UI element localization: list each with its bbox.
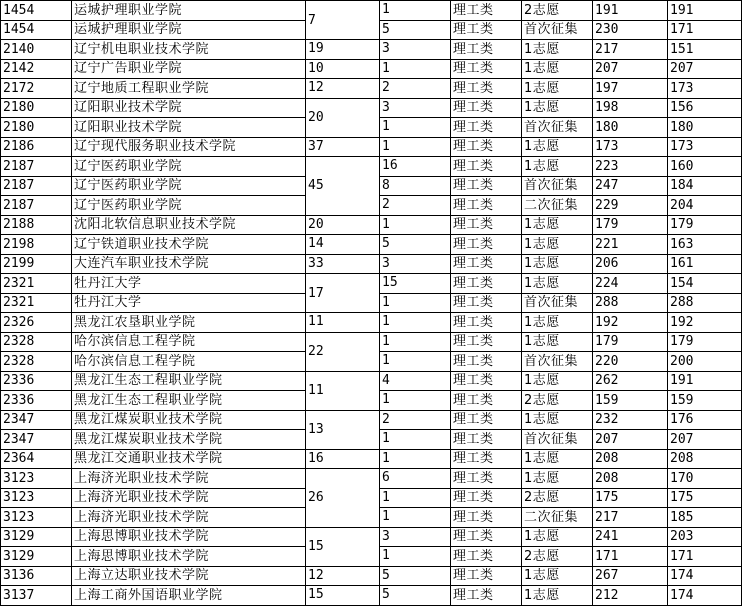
school-code-cell: 2198 bbox=[1, 235, 72, 255]
admitted-count-cell: 1 bbox=[380, 1, 451, 21]
admitted-count-cell: 2 bbox=[380, 196, 451, 216]
admitted-count-cell: 3 bbox=[380, 98, 451, 118]
admitted-count-cell: 5 bbox=[380, 566, 451, 586]
table-row bbox=[1, 313, 742, 333]
max-score-cell: 171 bbox=[593, 547, 668, 567]
category-cell: 理工类 bbox=[451, 157, 522, 177]
max-score-cell: 223 bbox=[593, 157, 668, 177]
plan-count-cell: 26 bbox=[306, 469, 380, 528]
category-cell: 理工类 bbox=[451, 391, 522, 411]
admitted-count-cell: 5 bbox=[380, 235, 451, 255]
min-score-cell: 288 bbox=[668, 293, 742, 313]
school-code-cell: 2187 bbox=[1, 196, 72, 216]
admitted-count-cell: 1 bbox=[380, 293, 451, 313]
batch-cell: 1志愿 bbox=[522, 527, 593, 547]
school-name-cell: 辽宁地质工程职业学院 bbox=[72, 79, 306, 99]
school-code-cell: 2364 bbox=[1, 449, 72, 469]
batch-cell: 1志愿 bbox=[522, 332, 593, 352]
category-cell: 理工类 bbox=[451, 274, 522, 294]
max-score-cell: 241 bbox=[593, 527, 668, 547]
plan-count-cell: 11 bbox=[306, 313, 380, 333]
category-cell: 理工类 bbox=[451, 79, 522, 99]
school-code-cell: 2328 bbox=[1, 352, 72, 372]
school-code-cell: 2321 bbox=[1, 274, 72, 294]
min-score-cell: 151 bbox=[668, 40, 742, 60]
category-cell: 理工类 bbox=[451, 1, 522, 21]
category-cell: 理工类 bbox=[451, 137, 522, 157]
category-cell: 理工类 bbox=[451, 20, 522, 40]
plan-count-cell: 7 bbox=[306, 1, 380, 40]
table-row bbox=[1, 527, 742, 547]
min-score-cell: 173 bbox=[668, 79, 742, 99]
category-cell: 理工类 bbox=[451, 352, 522, 372]
category-cell: 理工类 bbox=[451, 196, 522, 216]
table-row bbox=[1, 137, 742, 157]
batch-cell: 1志愿 bbox=[522, 274, 593, 294]
plan-count-cell: 10 bbox=[306, 59, 380, 79]
category-cell: 理工类 bbox=[451, 235, 522, 255]
plan-count-cell: 16 bbox=[306, 449, 380, 469]
category-cell: 理工类 bbox=[451, 332, 522, 352]
min-score-cell: 170 bbox=[668, 469, 742, 489]
batch-cell: 1志愿 bbox=[522, 98, 593, 118]
table-row bbox=[1, 254, 742, 274]
school-code-cell: 2188 bbox=[1, 215, 72, 235]
school-code-cell: 2328 bbox=[1, 332, 72, 352]
school-name-cell: 运城护理职业学院 bbox=[72, 20, 306, 40]
batch-cell: 2志愿 bbox=[522, 488, 593, 508]
min-score-cell: 179 bbox=[668, 215, 742, 235]
batch-cell: 1志愿 bbox=[522, 371, 593, 391]
table-row bbox=[1, 235, 742, 255]
batch-cell: 1志愿 bbox=[522, 235, 593, 255]
max-score-cell: 180 bbox=[593, 118, 668, 138]
batch-cell: 1志愿 bbox=[522, 449, 593, 469]
batch-cell: 1志愿 bbox=[522, 254, 593, 274]
table-row bbox=[1, 157, 742, 177]
school-name-cell: 黑龙江农垦职业学院 bbox=[72, 313, 306, 333]
admitted-count-cell: 1 bbox=[380, 547, 451, 567]
plan-count-cell: 19 bbox=[306, 40, 380, 60]
batch-cell: 1志愿 bbox=[522, 469, 593, 489]
category-cell: 理工类 bbox=[451, 508, 522, 528]
school-name-cell: 辽宁医药职业学院 bbox=[72, 157, 306, 177]
max-score-cell: 221 bbox=[593, 235, 668, 255]
batch-cell: 1志愿 bbox=[522, 40, 593, 60]
min-score-cell: 163 bbox=[668, 235, 742, 255]
admitted-count-cell: 1 bbox=[380, 488, 451, 508]
school-name-cell: 上海济光职业技术学院 bbox=[72, 469, 306, 489]
school-name-cell: 黑龙江交通职业技术学院 bbox=[72, 449, 306, 469]
admitted-count-cell: 1 bbox=[380, 332, 451, 352]
min-score-cell: 192 bbox=[668, 313, 742, 333]
table-row bbox=[1, 566, 742, 586]
admitted-count-cell: 1 bbox=[380, 215, 451, 235]
min-score-cell: 159 bbox=[668, 391, 742, 411]
max-score-cell: 208 bbox=[593, 469, 668, 489]
category-cell: 理工类 bbox=[451, 313, 522, 333]
max-score-cell: 208 bbox=[593, 449, 668, 469]
admitted-count-cell: 8 bbox=[380, 176, 451, 196]
category-cell: 理工类 bbox=[451, 176, 522, 196]
category-cell: 理工类 bbox=[451, 371, 522, 391]
batch-cell: 首次征集 bbox=[522, 176, 593, 196]
max-score-cell: 192 bbox=[593, 313, 668, 333]
school-code-cell: 2187 bbox=[1, 176, 72, 196]
school-code-cell: 2172 bbox=[1, 79, 72, 99]
school-code-cell: 2326 bbox=[1, 313, 72, 333]
school-code-cell: 3136 bbox=[1, 566, 72, 586]
school-name-cell: 哈尔滨信息工程学院 bbox=[72, 332, 306, 352]
min-score-cell: 174 bbox=[668, 586, 742, 606]
max-score-cell: 230 bbox=[593, 20, 668, 40]
school-name-cell: 黑龙江煤炭职业技术学院 bbox=[72, 430, 306, 450]
max-score-cell: 159 bbox=[593, 391, 668, 411]
school-code-cell: 2347 bbox=[1, 410, 72, 430]
batch-cell: 1志愿 bbox=[522, 79, 593, 99]
school-name-cell: 大连汽车职业技术学院 bbox=[72, 254, 306, 274]
min-score-cell: 207 bbox=[668, 430, 742, 450]
plan-count-cell: 20 bbox=[306, 215, 380, 235]
max-score-cell: 220 bbox=[593, 352, 668, 372]
min-score-cell: 191 bbox=[668, 371, 742, 391]
batch-cell: 首次征集 bbox=[522, 20, 593, 40]
school-name-cell: 上海济光职业技术学院 bbox=[72, 488, 306, 508]
min-score-cell: 179 bbox=[668, 332, 742, 352]
min-score-cell: 160 bbox=[668, 157, 742, 177]
max-score-cell: 212 bbox=[593, 586, 668, 606]
category-cell: 理工类 bbox=[451, 430, 522, 450]
batch-cell: 首次征集 bbox=[522, 352, 593, 372]
batch-cell: 1志愿 bbox=[522, 215, 593, 235]
admitted-count-cell: 1 bbox=[380, 430, 451, 450]
school-name-cell: 沈阳北软信息职业技术学院 bbox=[72, 215, 306, 235]
school-name-cell: 黑龙江煤炭职业技术学院 bbox=[72, 410, 306, 430]
max-score-cell: 232 bbox=[593, 410, 668, 430]
category-cell: 理工类 bbox=[451, 215, 522, 235]
plan-count-cell: 15 bbox=[306, 586, 380, 606]
plan-count-cell: 20 bbox=[306, 98, 380, 137]
table-row bbox=[1, 98, 742, 118]
school-code-cell: 2186 bbox=[1, 137, 72, 157]
min-score-cell: 174 bbox=[668, 566, 742, 586]
school-name-cell: 辽宁机电职业技术学院 bbox=[72, 40, 306, 60]
plan-count-cell: 22 bbox=[306, 332, 380, 371]
plan-count-cell: 33 bbox=[306, 254, 380, 274]
admitted-count-cell: 1 bbox=[380, 59, 451, 79]
plan-count-cell: 14 bbox=[306, 235, 380, 255]
admitted-count-cell: 6 bbox=[380, 469, 451, 489]
school-code-cell: 2199 bbox=[1, 254, 72, 274]
table-row bbox=[1, 40, 742, 60]
admitted-count-cell: 2 bbox=[380, 410, 451, 430]
table-body bbox=[1, 1, 742, 606]
school-name-cell: 辽阳职业技术学院 bbox=[72, 118, 306, 138]
batch-cell: 1志愿 bbox=[522, 59, 593, 79]
school-name-cell: 辽宁医药职业学院 bbox=[72, 196, 306, 216]
category-cell: 理工类 bbox=[451, 410, 522, 430]
school-name-cell: 上海立达职业技术学院 bbox=[72, 566, 306, 586]
plan-count-cell: 12 bbox=[306, 79, 380, 99]
min-score-cell: 191 bbox=[668, 1, 742, 21]
max-score-cell: 198 bbox=[593, 98, 668, 118]
max-score-cell: 179 bbox=[593, 215, 668, 235]
min-score-cell: 208 bbox=[668, 449, 742, 469]
batch-cell: 二次征集 bbox=[522, 508, 593, 528]
school-code-cell: 2321 bbox=[1, 293, 72, 313]
min-score-cell: 180 bbox=[668, 118, 742, 138]
max-score-cell: 247 bbox=[593, 176, 668, 196]
category-cell: 理工类 bbox=[451, 586, 522, 606]
school-name-cell: 牡丹江大学 bbox=[72, 293, 306, 313]
max-score-cell: 217 bbox=[593, 508, 668, 528]
max-score-cell: 191 bbox=[593, 1, 668, 21]
min-score-cell: 203 bbox=[668, 527, 742, 547]
plan-count-cell: 12 bbox=[306, 566, 380, 586]
max-score-cell: 229 bbox=[593, 196, 668, 216]
school-code-cell: 1454 bbox=[1, 1, 72, 21]
max-score-cell: 288 bbox=[593, 293, 668, 313]
school-code-cell: 2180 bbox=[1, 98, 72, 118]
batch-cell: 2志愿 bbox=[522, 1, 593, 21]
category-cell: 理工类 bbox=[451, 59, 522, 79]
school-name-cell: 运城护理职业学院 bbox=[72, 1, 306, 21]
max-score-cell: 217 bbox=[593, 40, 668, 60]
category-cell: 理工类 bbox=[451, 527, 522, 547]
batch-cell: 首次征集 bbox=[522, 118, 593, 138]
min-score-cell: 184 bbox=[668, 176, 742, 196]
min-score-cell: 173 bbox=[668, 137, 742, 157]
school-code-cell: 2336 bbox=[1, 391, 72, 411]
min-score-cell: 156 bbox=[668, 98, 742, 118]
batch-cell: 首次征集 bbox=[522, 293, 593, 313]
table-row bbox=[1, 332, 742, 352]
school-code-cell: 3123 bbox=[1, 469, 72, 489]
batch-cell: 二次征集 bbox=[522, 196, 593, 216]
admitted-count-cell: 3 bbox=[380, 527, 451, 547]
min-score-cell: 154 bbox=[668, 274, 742, 294]
max-score-cell: 262 bbox=[593, 371, 668, 391]
admitted-count-cell: 1 bbox=[380, 352, 451, 372]
batch-cell: 2志愿 bbox=[522, 391, 593, 411]
school-name-cell: 黑龙江生态工程职业学院 bbox=[72, 391, 306, 411]
school-name-cell: 辽阳职业技术学院 bbox=[72, 98, 306, 118]
school-name-cell: 辽宁广告职业学院 bbox=[72, 59, 306, 79]
admitted-count-cell: 1 bbox=[380, 508, 451, 528]
school-name-cell: 辽宁医药职业学院 bbox=[72, 176, 306, 196]
admitted-count-cell: 1 bbox=[380, 449, 451, 469]
school-name-cell: 上海思博职业技术学院 bbox=[72, 547, 306, 567]
school-name-cell: 辽宁现代服务职业技术学院 bbox=[72, 137, 306, 157]
category-cell: 理工类 bbox=[451, 566, 522, 586]
batch-cell: 2志愿 bbox=[522, 547, 593, 567]
admitted-count-cell: 5 bbox=[380, 20, 451, 40]
max-score-cell: 179 bbox=[593, 332, 668, 352]
admitted-count-cell: 16 bbox=[380, 157, 451, 177]
table-row bbox=[1, 449, 742, 469]
category-cell: 理工类 bbox=[451, 469, 522, 489]
school-code-cell: 2142 bbox=[1, 59, 72, 79]
category-cell: 理工类 bbox=[451, 293, 522, 313]
category-cell: 理工类 bbox=[451, 449, 522, 469]
school-code-cell: 2180 bbox=[1, 118, 72, 138]
category-cell: 理工类 bbox=[451, 547, 522, 567]
school-name-cell: 黑龙江生态工程职业学院 bbox=[72, 371, 306, 391]
category-cell: 理工类 bbox=[451, 118, 522, 138]
school-name-cell: 辽宁铁道职业技术学院 bbox=[72, 235, 306, 255]
batch-cell: 1志愿 bbox=[522, 410, 593, 430]
min-score-cell: 161 bbox=[668, 254, 742, 274]
min-score-cell: 207 bbox=[668, 59, 742, 79]
category-cell: 理工类 bbox=[451, 98, 522, 118]
min-score-cell: 171 bbox=[668, 20, 742, 40]
batch-cell: 1志愿 bbox=[522, 566, 593, 586]
min-score-cell: 171 bbox=[668, 547, 742, 567]
admitted-count-cell: 3 bbox=[380, 254, 451, 274]
school-code-cell: 2187 bbox=[1, 157, 72, 177]
school-name-cell: 上海工商外国语职业学院 bbox=[72, 586, 306, 606]
table-row bbox=[1, 410, 742, 430]
batch-cell: 1志愿 bbox=[522, 157, 593, 177]
admitted-count-cell: 3 bbox=[380, 40, 451, 60]
admitted-count-cell: 5 bbox=[380, 586, 451, 606]
batch-cell: 1志愿 bbox=[522, 313, 593, 333]
admitted-count-cell: 2 bbox=[380, 79, 451, 99]
school-name-cell: 上海济光职业技术学院 bbox=[72, 508, 306, 528]
table-row bbox=[1, 274, 742, 294]
admitted-count-cell: 1 bbox=[380, 118, 451, 138]
category-cell: 理工类 bbox=[451, 254, 522, 274]
school-code-cell: 3137 bbox=[1, 586, 72, 606]
school-code-cell: 1454 bbox=[1, 20, 72, 40]
category-cell: 理工类 bbox=[451, 488, 522, 508]
batch-cell: 1志愿 bbox=[522, 586, 593, 606]
plan-count-cell: 11 bbox=[306, 371, 380, 410]
table-row bbox=[1, 59, 742, 79]
max-score-cell: 207 bbox=[593, 59, 668, 79]
admitted-count-cell: 15 bbox=[380, 274, 451, 294]
max-score-cell: 206 bbox=[593, 254, 668, 274]
plan-count-cell: 37 bbox=[306, 137, 380, 157]
min-score-cell: 185 bbox=[668, 508, 742, 528]
school-code-cell: 2140 bbox=[1, 40, 72, 60]
max-score-cell: 267 bbox=[593, 566, 668, 586]
min-score-cell: 176 bbox=[668, 410, 742, 430]
school-code-cell: 2336 bbox=[1, 371, 72, 391]
admitted-count-cell: 4 bbox=[380, 371, 451, 391]
school-code-cell: 2347 bbox=[1, 430, 72, 450]
school-name-cell: 哈尔滨信息工程学院 bbox=[72, 352, 306, 372]
plan-count-cell: 13 bbox=[306, 410, 380, 449]
school-code-cell: 3129 bbox=[1, 547, 72, 567]
admitted-count-cell: 1 bbox=[380, 391, 451, 411]
admitted-count-cell: 1 bbox=[380, 137, 451, 157]
max-score-cell: 197 bbox=[593, 79, 668, 99]
plan-count-cell: 17 bbox=[306, 274, 380, 313]
category-cell: 理工类 bbox=[451, 40, 522, 60]
min-score-cell: 204 bbox=[668, 196, 742, 216]
table-row bbox=[1, 1, 742, 21]
table-row bbox=[1, 79, 742, 99]
min-score-cell: 175 bbox=[668, 488, 742, 508]
school-name-cell: 牡丹江大学 bbox=[72, 274, 306, 294]
max-score-cell: 224 bbox=[593, 274, 668, 294]
school-code-cell: 3123 bbox=[1, 508, 72, 528]
school-code-cell: 3129 bbox=[1, 527, 72, 547]
school-code-cell: 3123 bbox=[1, 488, 72, 508]
max-score-cell: 207 bbox=[593, 430, 668, 450]
admitted-count-cell: 1 bbox=[380, 313, 451, 333]
batch-cell: 1志愿 bbox=[522, 137, 593, 157]
plan-count-cell: 45 bbox=[306, 157, 380, 216]
batch-cell: 首次征集 bbox=[522, 430, 593, 450]
max-score-cell: 173 bbox=[593, 137, 668, 157]
min-score-cell: 200 bbox=[668, 352, 742, 372]
max-score-cell: 175 bbox=[593, 488, 668, 508]
table-row bbox=[1, 371, 742, 391]
table-row bbox=[1, 469, 742, 489]
school-name-cell: 上海思博职业技术学院 bbox=[72, 527, 306, 547]
table-row bbox=[1, 586, 742, 606]
plan-count-cell: 15 bbox=[306, 527, 380, 566]
table-row bbox=[1, 215, 742, 235]
